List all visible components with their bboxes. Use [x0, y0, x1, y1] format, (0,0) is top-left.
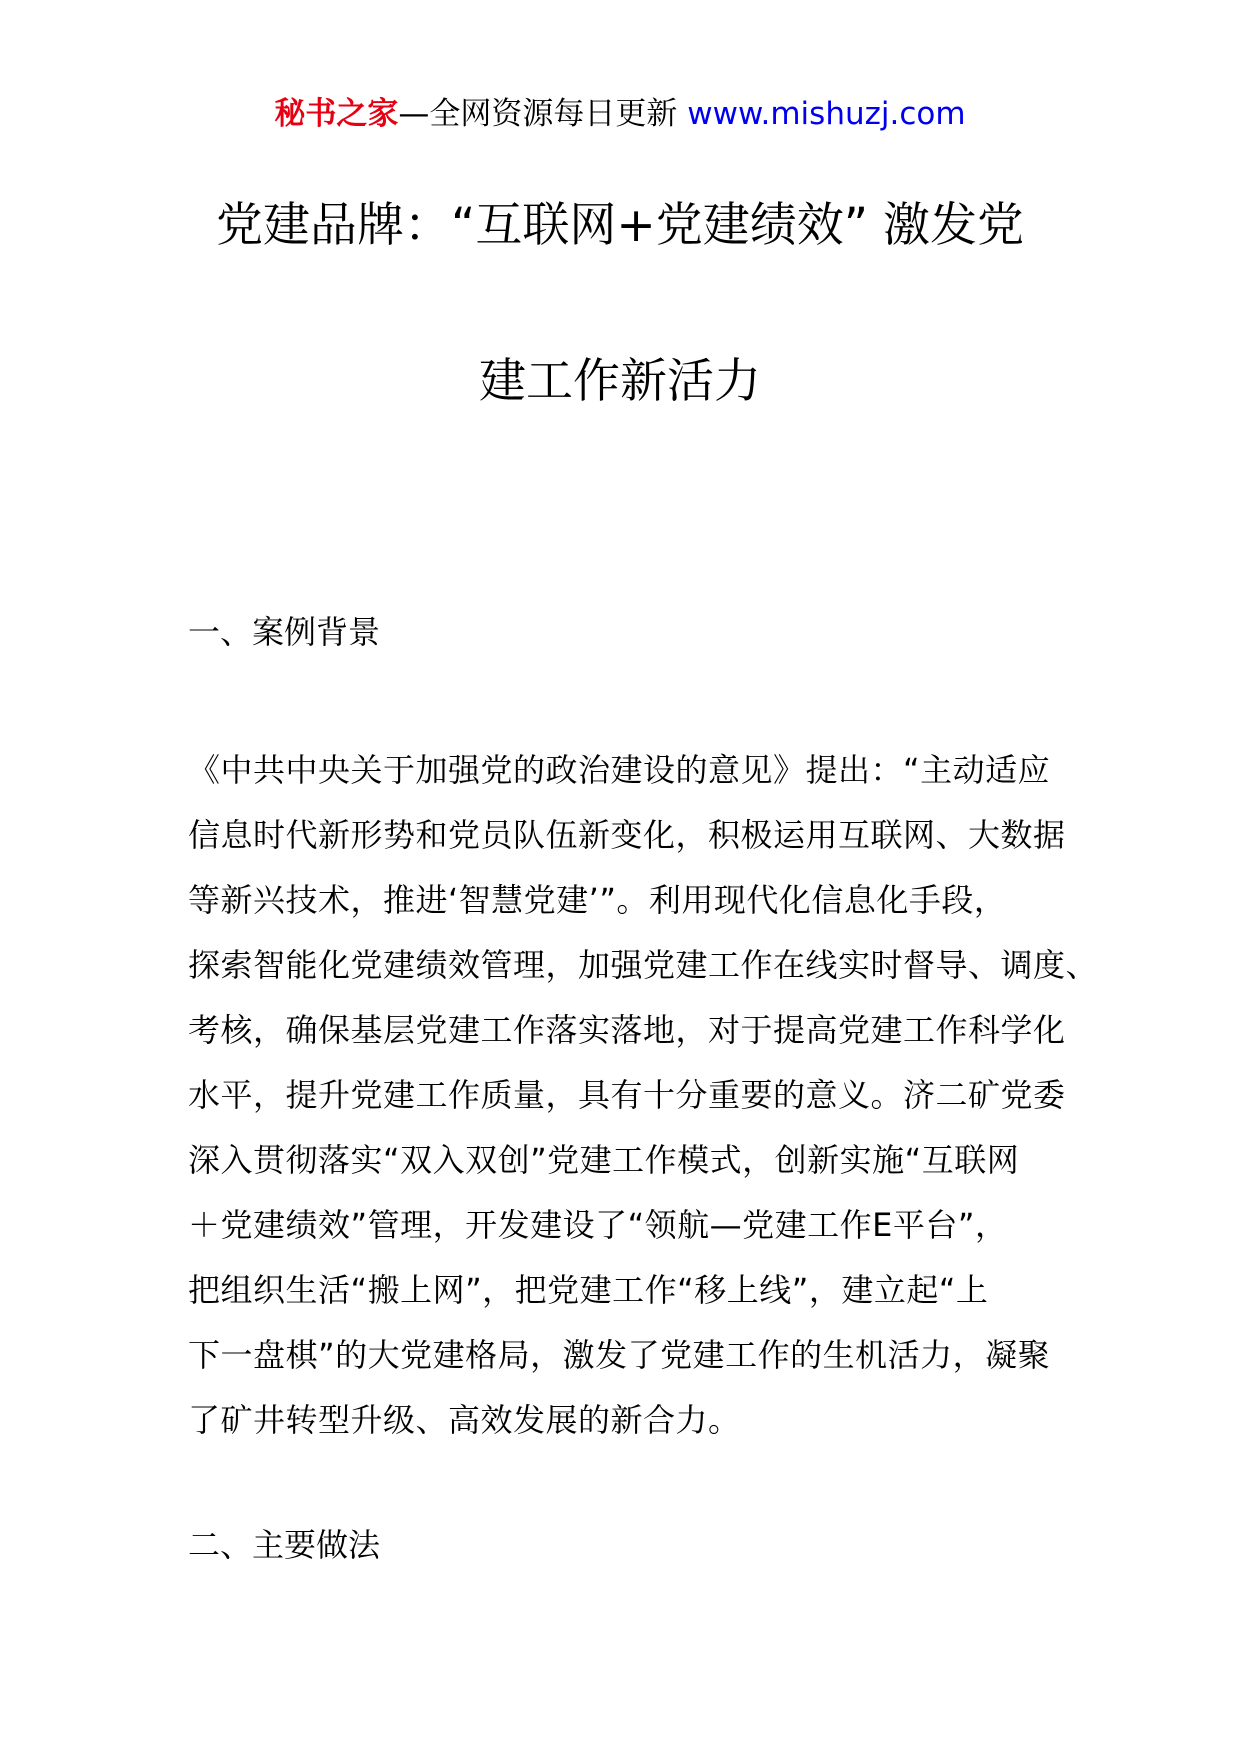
site-tagline: —全网资源每日更新	[398, 96, 678, 132]
section-heading-background: 一、案例背景	[188, 613, 381, 651]
paragraph-line: 信息时代新形势和党员队伍新变化，积极运用互联网、大数据	[188, 816, 1066, 854]
paragraph-line: 把组织生活“搬上网”，把党建工作“移上线”，建立起“上	[188, 1271, 989, 1309]
document-title-line-1: 党建品牌：“互联网+党建绩效” 激发党	[215, 198, 1025, 253]
site-brand: 秘书之家	[274, 96, 399, 132]
site-header	[0, 94, 1240, 134]
site-url-link[interactable]: www.mishuzj.com	[687, 96, 966, 132]
section-body-background	[188, 738, 1099, 1453]
paragraph-line: 水平，提升党建工作质量，具有十分重要的意义。济二矿党委	[188, 1076, 1066, 1114]
paragraph-line: 了矿井转型升级、高效发展的新合力。	[188, 1401, 741, 1439]
paragraph-line: 探索智能化党建绩效管理，加强党建工作在线实时督导、调度、	[188, 946, 1099, 984]
section-heading-approach: 二、主要做法	[188, 1526, 381, 1564]
paragraph-line: 考核，确保基层党建工作落实落地，对于提高党建工作科学化	[188, 1011, 1066, 1049]
paragraph-line: 《中共中央关于加强党的政治建设的意见》提出：“主动适应	[188, 751, 1051, 789]
paragraph-line: 等新兴技术，推进‘智慧党建’”。利用现代化信息化手段，	[188, 881, 1007, 919]
paragraph-line: 深入贯彻落实“双入双创”党建工作模式，创新实施“互联网	[188, 1141, 1020, 1179]
paragraph-line: ＋党建绩效”管理，开发建设了“领航—党建工作E平台”，	[188, 1206, 1008, 1244]
document-title-line-2: 建工作新活力	[479, 354, 761, 409]
paragraph-line: 下一盘棋”的大党建格局，激发了党建工作的生机活力，凝聚	[188, 1336, 1051, 1374]
